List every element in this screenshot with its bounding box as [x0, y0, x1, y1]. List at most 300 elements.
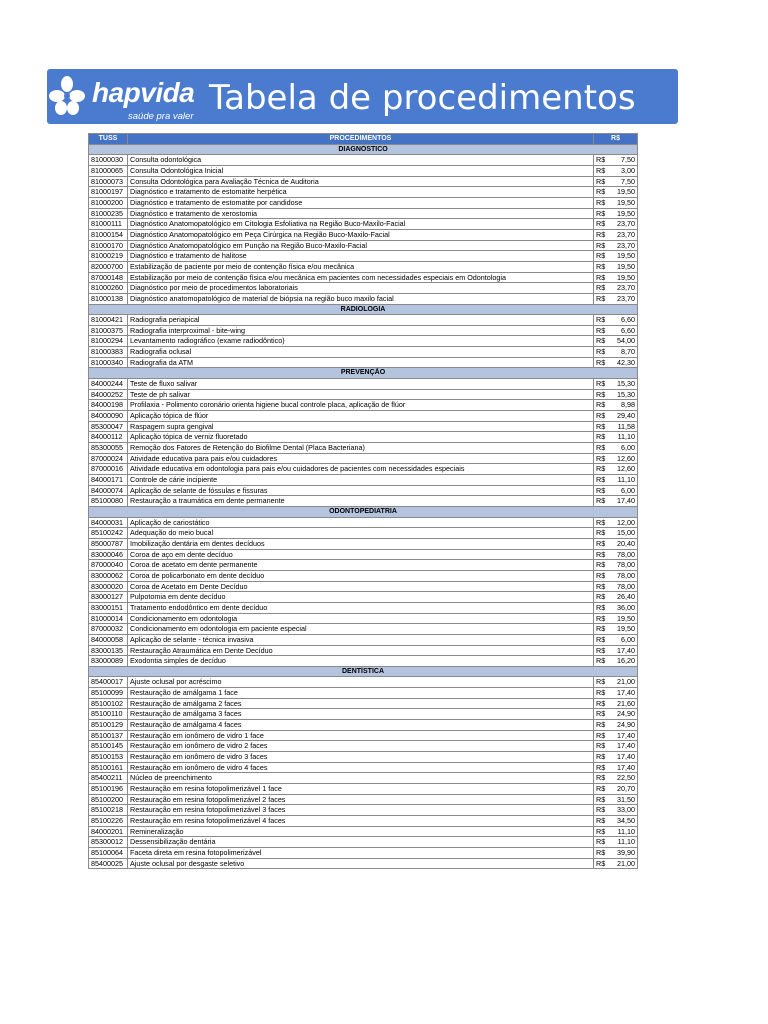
price-value: 3,00 [608, 165, 638, 176]
procedure-name: Adequação do meio bucal [128, 528, 594, 539]
procedure-name: Tratamento endodôntico em dente decíduo [128, 602, 594, 613]
price-value: 20,70 [608, 784, 638, 795]
tuss-code: 84000074 [89, 485, 128, 496]
table-row [89, 347, 638, 358]
currency-symbol: R$ [594, 784, 608, 795]
procedure-name: Restauração em ionômero de vidro 3 faces [128, 752, 594, 763]
procedure-name: Restauração em ionômero de vidro 2 faces [128, 741, 594, 752]
procedure-name: Coroa de Acetato em Dente Decíduo [128, 581, 594, 592]
procedure-name: Levantamento radiográfico (exame radiodôntico) [128, 336, 594, 347]
table-row [89, 272, 638, 283]
price-value: 78,00 [608, 560, 638, 571]
price-value: 19,50 [608, 187, 638, 198]
tuss-code: 81000138 [89, 293, 128, 304]
procedure-name: Faceta direta em resina fotopolimerizável [128, 847, 594, 858]
price-value: 26,40 [608, 592, 638, 603]
tuss-code: 81000219 [89, 251, 128, 262]
price-value: 17,40 [608, 762, 638, 773]
procedure-name: Diagnóstico anatomopatológico de material de biópsia na região buco maxilo facial [128, 293, 594, 304]
table-row [89, 155, 638, 166]
column-header-procedimentos: PROCEDIMENTOS [128, 134, 594, 145]
table-row [89, 293, 638, 304]
price-value: 23,70 [608, 240, 638, 251]
table-row [89, 325, 638, 336]
price-value: 19,50 [608, 624, 638, 635]
procedures-table [88, 133, 638, 869]
price-value: 17,40 [608, 741, 638, 752]
page-title: Tabela de procedimentos [209, 78, 636, 118]
currency-symbol: R$ [594, 272, 608, 283]
price-value: 36,00 [608, 602, 638, 613]
currency-symbol: R$ [594, 240, 608, 251]
table-row [89, 645, 638, 656]
tuss-code: 87000032 [89, 624, 128, 635]
price-value: 42,30 [608, 357, 638, 368]
section-title: PREVENÇÃO [89, 368, 638, 379]
currency-symbol: R$ [594, 336, 608, 347]
price-value: 11,10 [608, 826, 638, 837]
currency-symbol: R$ [594, 165, 608, 176]
table-row [89, 634, 638, 645]
currency-symbol: R$ [594, 176, 608, 187]
currency-symbol: R$ [594, 389, 608, 400]
procedure-name: Controle de cárie incipiente [128, 475, 594, 486]
table-row [89, 592, 638, 603]
price-value: 17,40 [608, 752, 638, 763]
tuss-code: 84000058 [89, 634, 128, 645]
tuss-code: 87000024 [89, 453, 128, 464]
currency-symbol: R$ [594, 411, 608, 422]
procedure-name: Consulta odontológica [128, 155, 594, 166]
section-row [89, 666, 638, 677]
table-row [89, 709, 638, 720]
tuss-code: 85100110 [89, 709, 128, 720]
procedure-name: Ajuste oclusal por acréscimo [128, 677, 594, 688]
table-row [89, 858, 638, 869]
table-row [89, 357, 638, 368]
procedure-name: Consulta Odontológica para Avaliação Técnica de Auditoria [128, 176, 594, 187]
price-value: 15,30 [608, 389, 638, 400]
currency-symbol: R$ [594, 645, 608, 656]
procedure-name: Núcleo de preenchimento [128, 773, 594, 784]
currency-symbol: R$ [594, 592, 608, 603]
procedure-name: Restauração de amálgama 4 faces [128, 720, 594, 731]
currency-symbol: R$ [594, 858, 608, 869]
tuss-code: 85100226 [89, 816, 128, 827]
currency-symbol: R$ [594, 357, 608, 368]
procedure-name: Diagnóstico e tratamento de halitose [128, 251, 594, 262]
price-value: 8,98 [608, 400, 638, 411]
currency-symbol: R$ [594, 634, 608, 645]
table-row [89, 379, 638, 390]
tuss-code: 85100099 [89, 688, 128, 699]
procedure-name: Atividade educativa em odontologia para pais e/ou cuidadores de pacientes com necessidades especiais [128, 464, 594, 475]
price-value: 19,50 [608, 251, 638, 262]
currency-symbol: R$ [594, 528, 608, 539]
price-value: 19,50 [608, 197, 638, 208]
currency-symbol: R$ [594, 773, 608, 784]
price-value: 78,00 [608, 549, 638, 560]
currency-symbol: R$ [594, 677, 608, 688]
currency-symbol: R$ [594, 400, 608, 411]
table-row [89, 528, 638, 539]
section-title: DIAGNÓSTICO [89, 144, 638, 155]
price-value: 19,50 [608, 613, 638, 624]
tuss-code: 85000787 [89, 538, 128, 549]
tuss-code: 81000294 [89, 336, 128, 347]
table-row [89, 208, 638, 219]
price-value: 17,40 [608, 730, 638, 741]
price-value: 16,20 [608, 656, 638, 667]
currency-symbol: R$ [594, 805, 608, 816]
procedure-name: Coroa de acetato em dente permanente [128, 560, 594, 571]
tuss-code: 81000375 [89, 325, 128, 336]
procedure-name: Diagnóstico Anatomopatológico em Punção na Região Buco-Maxilo-Facial [128, 240, 594, 251]
tuss-code: 81000340 [89, 357, 128, 368]
price-value: 19,50 [608, 272, 638, 283]
tuss-code: 81000260 [89, 283, 128, 294]
tuss-code: 84000201 [89, 826, 128, 837]
procedure-name: Exodontia simples de decíduo [128, 656, 594, 667]
currency-symbol: R$ [594, 560, 608, 571]
tuss-code: 85300012 [89, 837, 128, 848]
procedure-name: Diagnóstico Anatomopatológico em Peça Cirúrgica na Região Buco-Maxilo-Facial [128, 229, 594, 240]
procedure-name: Consulta Odontológica Inicial [128, 165, 594, 176]
table-row [89, 283, 638, 294]
currency-symbol: R$ [594, 485, 608, 496]
tuss-code: 81000030 [89, 155, 128, 166]
currency-symbol: R$ [594, 624, 608, 635]
table-row [89, 176, 638, 187]
table-row [89, 219, 638, 230]
price-value: 12,60 [608, 464, 638, 475]
table-row [89, 261, 638, 272]
tuss-code: 83000020 [89, 581, 128, 592]
table-row [89, 400, 638, 411]
price-value: 24,90 [608, 709, 638, 720]
section-title: DENTÍSTICA [89, 666, 638, 677]
tuss-code: 83000046 [89, 549, 128, 560]
currency-symbol: R$ [594, 762, 608, 773]
procedure-name: Condicionamento em odontologia em paciente especial [128, 624, 594, 635]
table-row [89, 656, 638, 667]
price-value: 54,00 [608, 336, 638, 347]
table-row [89, 464, 638, 475]
currency-symbol: R$ [594, 549, 608, 560]
tuss-code: 85100129 [89, 720, 128, 731]
price-value: 6,00 [608, 443, 638, 454]
tuss-code: 81000383 [89, 347, 128, 358]
section-title: RADIOLOGIA [89, 304, 638, 315]
procedure-name: Ajuste oclusal por desgaste seletivo [128, 858, 594, 869]
procedure-name: Estabilização de paciente por meio de contenção física e/ou mecânica [128, 261, 594, 272]
section-row [89, 368, 638, 379]
table-row [89, 496, 638, 507]
currency-symbol: R$ [594, 602, 608, 613]
table-row [89, 826, 638, 837]
tuss-code: 87000016 [89, 464, 128, 475]
tuss-code: 85100064 [89, 847, 128, 858]
price-value: 17,40 [608, 645, 638, 656]
tuss-code: 83000135 [89, 645, 128, 656]
price-value: 11,10 [608, 432, 638, 443]
procedure-name: Profilaxia - Polimento coronário orienta higiene bucal controle placa, aplicação de flúor [128, 400, 594, 411]
currency-symbol: R$ [594, 741, 608, 752]
tuss-code: 81000154 [89, 229, 128, 240]
procedure-name: Dessensibilização dentária [128, 837, 594, 848]
procedure-name: Restauração Atraumática em Dente Decíduo [128, 645, 594, 656]
tuss-code: 81000235 [89, 208, 128, 219]
price-value: 15,00 [608, 528, 638, 539]
currency-symbol: R$ [594, 347, 608, 358]
table-row [89, 389, 638, 400]
procedure-name: Restauração em ionômero de vidro 1 face [128, 730, 594, 741]
currency-symbol: R$ [594, 826, 608, 837]
procedure-name: Restauração em resina fotopolimerizável 2 faces [128, 794, 594, 805]
table-row [89, 613, 638, 624]
table-row [89, 730, 638, 741]
currency-symbol: R$ [594, 187, 608, 198]
currency-symbol: R$ [594, 464, 608, 475]
table-row [89, 229, 638, 240]
tuss-code: 84000171 [89, 475, 128, 486]
tuss-code: 85100196 [89, 784, 128, 795]
tuss-code: 81000421 [89, 315, 128, 326]
currency-symbol: R$ [594, 730, 608, 741]
table-row [89, 315, 638, 326]
price-value: 17,40 [608, 496, 638, 507]
price-value: 23,70 [608, 219, 638, 230]
table-row [89, 538, 638, 549]
currency-symbol: R$ [594, 421, 608, 432]
section-row [89, 506, 638, 517]
currency-symbol: R$ [594, 656, 608, 667]
price-value: 21,00 [608, 858, 638, 869]
currency-symbol: R$ [594, 283, 608, 294]
price-value: 15,30 [608, 379, 638, 390]
column-header-tuss: TUSS [89, 134, 128, 145]
price-value: 19,50 [608, 261, 638, 272]
table-row [89, 570, 638, 581]
section-row [89, 304, 638, 315]
currency-symbol: R$ [594, 208, 608, 219]
currency-symbol: R$ [594, 837, 608, 848]
procedure-name: Pulpotomia em dente decíduo [128, 592, 594, 603]
brand-name: hapvida [92, 77, 195, 108]
price-value: 6,00 [608, 485, 638, 496]
table-row [89, 741, 638, 752]
procedure-name: Coroa de aço em dente decíduo [128, 549, 594, 560]
price-value: 11,10 [608, 837, 638, 848]
table-header-row [89, 134, 638, 145]
tuss-code: 85100242 [89, 528, 128, 539]
tuss-code: 85300055 [89, 443, 128, 454]
table-row [89, 336, 638, 347]
price-value: 17,40 [608, 688, 638, 699]
table-row [89, 837, 638, 848]
price-value: 7,50 [608, 176, 638, 187]
procedure-name: Restauração de amálgama 2 faces [128, 698, 594, 709]
currency-symbol: R$ [594, 613, 608, 624]
price-value: 22,50 [608, 773, 638, 784]
tuss-code: 85100137 [89, 730, 128, 741]
column-header-price: R$ [594, 134, 638, 145]
procedure-name: Aplicação tópica de verniz fluoretado [128, 432, 594, 443]
price-value: 19,50 [608, 208, 638, 219]
currency-symbol: R$ [594, 155, 608, 166]
procedure-name: Diagnóstico e tratamento de xerostomia [128, 208, 594, 219]
table-row [89, 784, 638, 795]
currency-symbol: R$ [594, 197, 608, 208]
procedure-name: Restauração em resina fotopolimerizável 3 faces [128, 805, 594, 816]
currency-symbol: R$ [594, 816, 608, 827]
table-row [89, 240, 638, 251]
procedure-name: Aplicação tópica de flúor [128, 411, 594, 422]
procedure-name: Restauração de amálgama 1 face [128, 688, 594, 699]
table-row [89, 475, 638, 486]
tuss-code: 85400025 [89, 858, 128, 869]
procedure-name: Diagnóstico e tratamento de estomatite por candidose [128, 197, 594, 208]
price-value: 34,50 [608, 816, 638, 827]
price-value: 23,70 [608, 293, 638, 304]
procedure-name: Aplicação de selante - técnica invasiva [128, 634, 594, 645]
currency-symbol: R$ [594, 251, 608, 262]
procedure-name: Aplicação de selante de fóssulas e fissuras [128, 485, 594, 496]
currency-symbol: R$ [594, 432, 608, 443]
currency-symbol: R$ [594, 475, 608, 486]
procedure-name: Coroa de policarbonato em dente decíduo [128, 570, 594, 581]
currency-symbol: R$ [594, 219, 608, 230]
price-value: 20,40 [608, 538, 638, 549]
currency-symbol: R$ [594, 453, 608, 464]
table-row [89, 624, 638, 635]
section-title: ODONTOPEDIATRIA [89, 506, 638, 517]
tuss-code: 82000700 [89, 261, 128, 272]
tuss-code: 85400211 [89, 773, 128, 784]
procedure-name: Estabilização por meio de contenção física e/ou mecânica em pacientes com necessidades especiais em Odontologia [128, 272, 594, 283]
table-row [89, 752, 638, 763]
procedure-name: Radiografia da ATM [128, 357, 594, 368]
price-value: 78,00 [608, 570, 638, 581]
tuss-code: 81000197 [89, 187, 128, 198]
tuss-code: 84000244 [89, 379, 128, 390]
tuss-code: 81000014 [89, 613, 128, 624]
price-value: 23,70 [608, 283, 638, 294]
currency-symbol: R$ [594, 379, 608, 390]
price-value: 78,00 [608, 581, 638, 592]
currency-symbol: R$ [594, 229, 608, 240]
price-value: 21,00 [608, 677, 638, 688]
brand-slogan: saúde pra valer [128, 111, 194, 122]
price-value: 24,90 [608, 720, 638, 731]
price-value: 29,40 [608, 411, 638, 422]
currency-symbol: R$ [594, 709, 608, 720]
table-row [89, 251, 638, 262]
currency-symbol: R$ [594, 847, 608, 858]
table-row [89, 517, 638, 528]
table-row [89, 411, 638, 422]
procedure-name: Teste de fluxo salivar [128, 379, 594, 390]
tuss-code: 84000198 [89, 400, 128, 411]
tuss-code: 85100161 [89, 762, 128, 773]
currency-symbol: R$ [594, 443, 608, 454]
tuss-code: 85100102 [89, 698, 128, 709]
tuss-code: 85100145 [89, 741, 128, 752]
procedure-name: Restauração em resina fotopolimerizável 4 faces [128, 816, 594, 827]
tuss-code: 84000112 [89, 432, 128, 443]
price-value: 33,00 [608, 805, 638, 816]
price-value: 31,50 [608, 794, 638, 805]
price-value: 12,00 [608, 517, 638, 528]
tuss-code: 85300047 [89, 421, 128, 432]
price-value: 21,60 [608, 698, 638, 709]
procedure-name: Teste de ph salivar [128, 389, 594, 400]
tuss-code: 85100218 [89, 805, 128, 816]
currency-symbol: R$ [594, 720, 608, 731]
tuss-code: 81000073 [89, 176, 128, 187]
table-row [89, 698, 638, 709]
procedure-name: Restauração a traumática em dente permanente [128, 496, 594, 507]
currency-symbol: R$ [594, 293, 608, 304]
table-row [89, 581, 638, 592]
tuss-code: 81000065 [89, 165, 128, 176]
table-row [89, 432, 638, 443]
tuss-code: 85100153 [89, 752, 128, 763]
procedure-name: Radiografia oclusal [128, 347, 594, 358]
table-row [89, 549, 638, 560]
table-row [89, 688, 638, 699]
table-row [89, 762, 638, 773]
table-row [89, 187, 638, 198]
price-value: 23,70 [608, 229, 638, 240]
procedure-name: Atividade educativa para pais e/ou cuidadores [128, 453, 594, 464]
table-row [89, 720, 638, 731]
table-row [89, 453, 638, 464]
table-row [89, 794, 638, 805]
procedure-name: Diagnóstico por meio de procedimentos laboratoriais [128, 283, 594, 294]
tuss-code: 81000170 [89, 240, 128, 251]
tuss-code: 83000089 [89, 656, 128, 667]
procedure-name: Diagnóstico e tratamento de estomatite herpética [128, 187, 594, 198]
price-value: 7,50 [608, 155, 638, 166]
table-row [89, 443, 638, 454]
procedure-name: Remineralização [128, 826, 594, 837]
tuss-code: 83000062 [89, 570, 128, 581]
table-row [89, 805, 638, 816]
tuss-code: 84000090 [89, 411, 128, 422]
price-value: 8,70 [608, 347, 638, 358]
procedure-name: Restauração em ionômero de vidro 4 faces [128, 762, 594, 773]
currency-symbol: R$ [594, 261, 608, 272]
price-value: 11,58 [608, 421, 638, 432]
table-row [89, 602, 638, 613]
procedure-name: Condicionamento em odontologia [128, 613, 594, 624]
tuss-code: 81000111 [89, 219, 128, 230]
section-row [89, 144, 638, 155]
currency-symbol: R$ [594, 517, 608, 528]
procedure-name: Diagnóstico Anatomopatológico em Citologia Esfoliativa na Região Buco-Maxilo-Facial [128, 219, 594, 230]
table-row [89, 197, 638, 208]
procedure-name: Imobilização dentária em dentes decíduos [128, 538, 594, 549]
currency-symbol: R$ [594, 581, 608, 592]
currency-symbol: R$ [594, 794, 608, 805]
tuss-code: 84000031 [89, 517, 128, 528]
price-value: 6,60 [608, 325, 638, 336]
procedure-name: Remoção dos Fatores de Retenção do Biofilme Dental (Placa Bacteriana) [128, 443, 594, 454]
table-row [89, 816, 638, 827]
price-value: 6,60 [608, 315, 638, 326]
tuss-code: 84000252 [89, 389, 128, 400]
